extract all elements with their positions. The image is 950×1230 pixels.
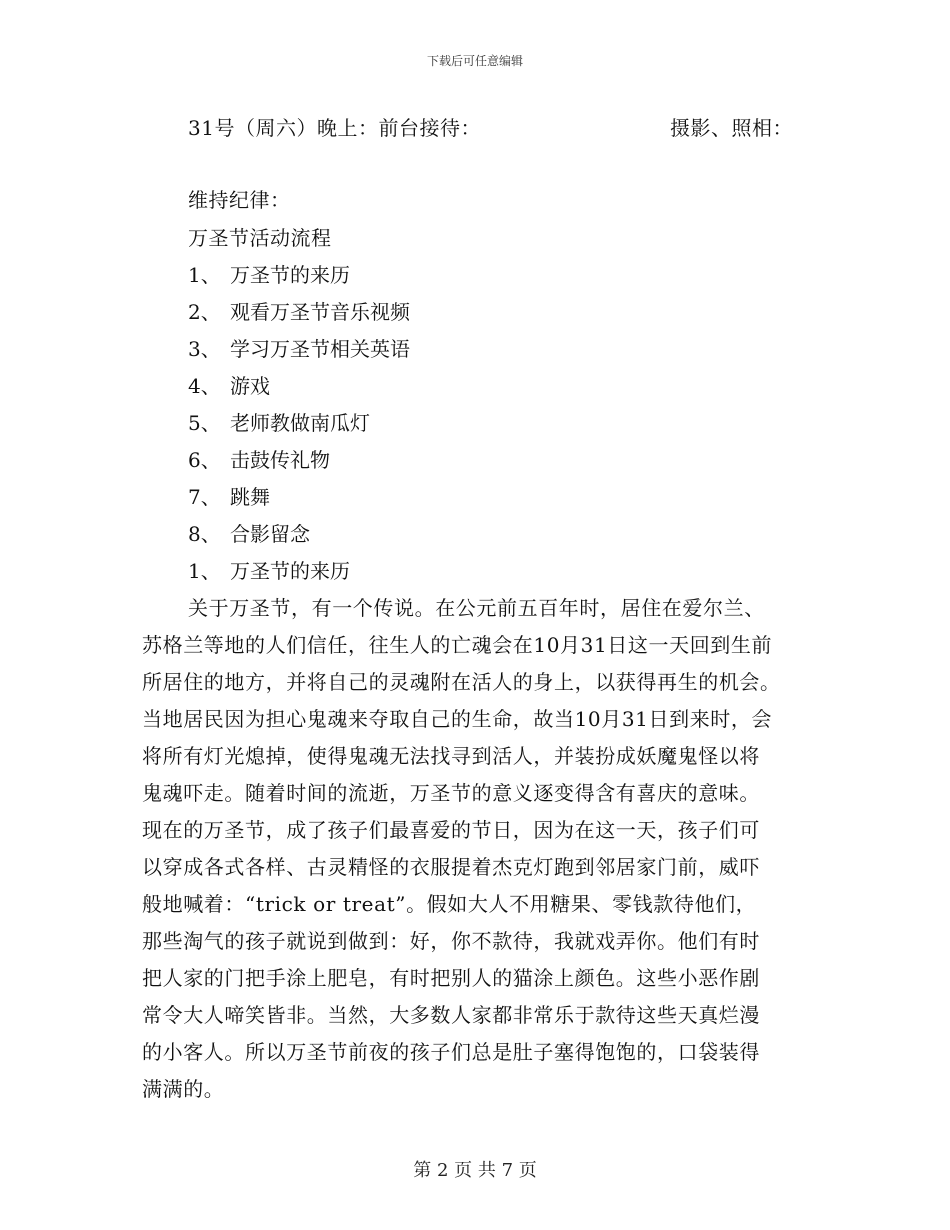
- paragraph-line: 鬼魂吓走。随着时间的流逝，万圣节的意义逐变得含有喜庆的意味。: [142, 781, 760, 805]
- list-number: 6、: [188, 448, 221, 472]
- paragraph-line: 苏格兰等地的人们信任，往生人的亡魂会在10月31日这一天回到生前: [142, 633, 773, 657]
- list-text: 合影留念: [230, 522, 310, 546]
- flow-list-item: [188, 376, 270, 396]
- paragraph-line: 所居住的地方，并将自己的灵魂附在活人的身上，以获得再生的机会。: [142, 670, 781, 694]
- list-number: 4、: [188, 374, 221, 398]
- flow-list-item: [188, 339, 410, 359]
- paragraph-line: 将所有灯光熄掉，使得鬼魂无法找寻到活人，并装扮成妖魔鬼怪以将: [142, 744, 760, 768]
- list-number: 3、: [188, 337, 221, 361]
- list-text: 老师教做南瓜灯: [230, 411, 370, 435]
- list-text: 学习万圣节相关英语: [230, 337, 410, 361]
- paragraph-line: 的小客人。所以万圣节前夜的孩子们总是肚子塞得饱饱的，口袋装得: [142, 1040, 760, 1064]
- list-number: 8、: [188, 522, 221, 546]
- page-header: 下载后可任意编辑: [426, 54, 523, 68]
- paragraph-line: 把人家的门把手涂上肥皂，有时把别人的猫涂上颜色。这些小恶作剧: [142, 966, 760, 990]
- paragraph-line: 关于万圣节，有一个传说。在公元前五百年时，居住在爱尔兰、: [188, 596, 765, 620]
- flow-list-item: [188, 413, 370, 433]
- flow-list-item: [188, 487, 270, 507]
- paragraph-line: 满满的。: [142, 1077, 225, 1101]
- flow-list-item: [188, 302, 410, 322]
- list-number: 7、: [188, 485, 221, 509]
- page-number: 第 2 页 共 7 页: [413, 1160, 537, 1181]
- photography-label: 摄影、照相：: [670, 116, 793, 140]
- section-title: 万圣节的来历: [230, 559, 350, 583]
- list-number: 2、: [188, 300, 221, 324]
- list-text: 万圣节的来历: [230, 263, 350, 287]
- discipline-label: 维持纪律：: [188, 188, 291, 212]
- flow-list-item: [188, 265, 350, 285]
- list-number: 5、: [188, 411, 221, 435]
- section-number: 1、: [188, 559, 221, 583]
- list-text: 观看万圣节音乐视频: [230, 300, 410, 324]
- paragraph-line: 常令大人啼笑皆非。当然，大多数人家都非常乐于款待这些天真烂漫: [142, 1003, 760, 1027]
- flow-list-item: [188, 450, 330, 470]
- section-heading: [188, 561, 350, 581]
- flow-title: 万圣节活动流程: [188, 226, 332, 250]
- paragraph-line: 以穿成各式各样、古灵精怪的衣服提着杰克灯跑到邻居家门前，威吓: [142, 855, 760, 879]
- evening-reception-label: 31号（周六）晚上：前台接待：: [188, 116, 481, 140]
- list-text: 跳舞: [230, 485, 270, 509]
- list-number: 1、: [188, 263, 221, 287]
- paragraph-line: 现在的万圣节，成了孩子们最喜爱的节日，因为在这一天，孩子们可: [142, 818, 760, 842]
- paragraph-line: 那些淘气的孩子就说到做到：好，你不款待，我就戏弄你。他们有时: [142, 929, 760, 953]
- list-text: 游戏: [230, 374, 270, 398]
- flow-list-item: [188, 524, 310, 544]
- list-text: 击鼓传礼物: [230, 448, 330, 472]
- paragraph-line: 般地喊着：“trick or treat”。假如大人不用糖果、零钱款待他们，: [142, 892, 757, 916]
- paragraph-line: 当地居民因为担心鬼魂来夺取自己的生命，故当10月31日到来时，会: [142, 707, 773, 731]
